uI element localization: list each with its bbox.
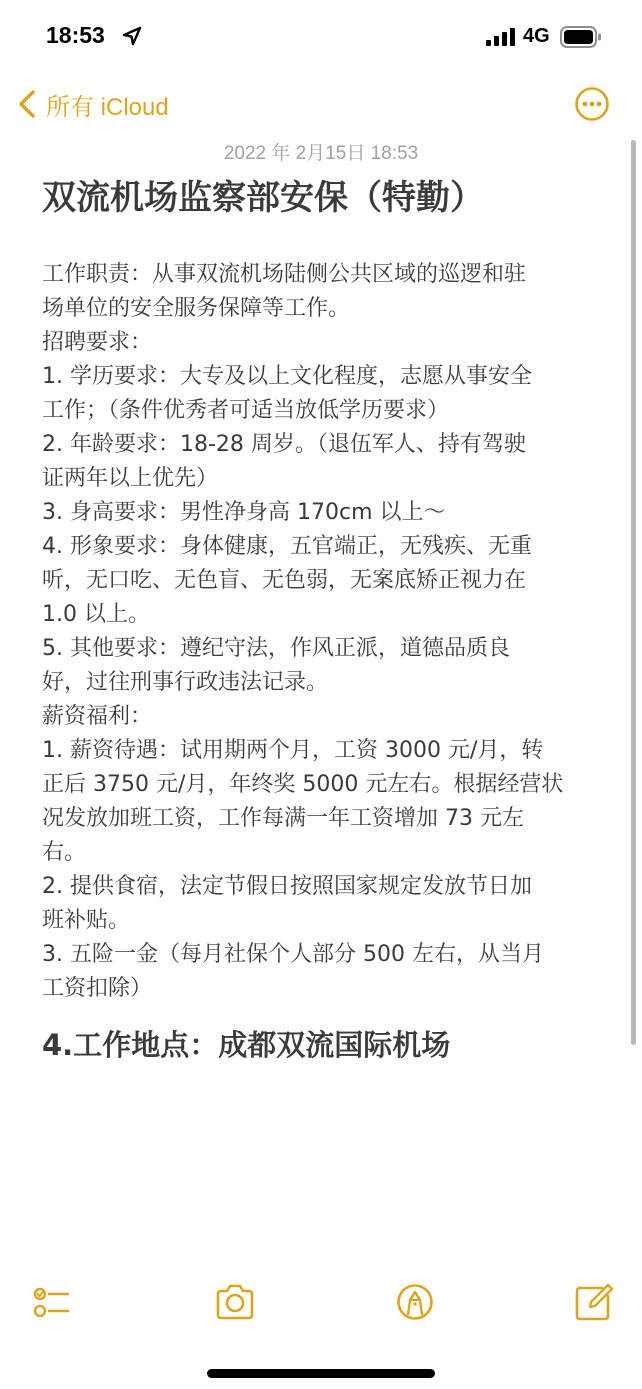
note-line: 工作；（条件优秀者可适当放低学历要求）	[42, 398, 450, 423]
home-indicator[interactable]	[207, 1369, 435, 1378]
note-title[interactable]: 双流机场监察部安保（特勤）	[42, 178, 484, 218]
note-line: 1.0 以上。	[42, 602, 150, 627]
signal-icon	[486, 28, 518, 46]
note-line: 招聘要求：	[42, 330, 153, 355]
battery-icon	[560, 26, 602, 48]
note-line: 听，无口吃、无色盲、无色弱，无案底矫正视力在	[42, 568, 527, 593]
nav-bar	[0, 80, 642, 130]
note-line: 场单位的安全服务保障等工作。	[42, 296, 351, 321]
note-line: 班补贴。	[42, 908, 131, 933]
note-line: 证两年以上优先）	[42, 466, 219, 491]
bottom-toolbar	[0, 1280, 642, 1330]
status-time: 18:53	[46, 22, 105, 48]
note-line: 况发放加班工资，工作每满一年工资增加 73 元左	[42, 806, 524, 831]
status-bar	[0, 0, 642, 72]
note-date: 2022 年 2月15日 18:53	[223, 143, 419, 164]
network-label: 4G	[523, 25, 550, 47]
back-label: 所有 iCloud	[46, 93, 169, 121]
note-line: 右。	[42, 840, 87, 865]
note-heading[interactable]: 4.工作地点：成都双流国际机场	[42, 1028, 451, 1062]
note-line: 4. 形象要求：身体健康，五官端正，无残疾、无重	[42, 534, 532, 559]
note-line: 3. 身高要求：男性净身高 170cm 以上～	[42, 500, 446, 525]
markup-pen-icon[interactable]	[393, 1280, 437, 1324]
location-icon	[122, 26, 142, 46]
note-line: 工作职责：从事双流机场陆侧公共区域的巡逻和驻	[42, 262, 527, 287]
note-line: 2. 提供食宿，法定节假日按照国家规定发放节日加	[42, 874, 532, 899]
note-line: 1. 薪资待遇：试用期两个月，工资 3000 元/月，转	[42, 738, 544, 763]
note-body[interactable]	[42, 258, 602, 1006]
chevron-left-icon	[16, 89, 38, 119]
note-line: 工资扣除）	[42, 976, 153, 1001]
back-button[interactable]	[16, 86, 169, 122]
note-line: 薪资福利：	[42, 704, 153, 729]
note-line: 3. 五险一金（每月社保个人部分 500 左右，从当月	[42, 942, 544, 967]
ellipsis-circle-icon[interactable]	[574, 86, 610, 122]
note-line: 1. 学历要求：大专及以上文化程度，志愿从事安全	[42, 364, 532, 389]
note-line: 正后 3750 元/月，年终奖 5000 元左右。根据经营状	[42, 772, 564, 797]
compose-icon[interactable]	[572, 1280, 616, 1324]
camera-icon[interactable]	[213, 1280, 257, 1324]
checklist-icon[interactable]	[28, 1280, 72, 1324]
note-line: 5. 其他要求：遵纪守法，作风正派，道德品质良	[42, 636, 510, 661]
scrollbar[interactable]	[631, 140, 636, 1045]
note-line: 2. 年龄要求：18-28 周岁。（退伍军人、持有驾驶	[42, 432, 526, 457]
note-line: 好，过往刑事行政违法记录。	[42, 670, 329, 695]
